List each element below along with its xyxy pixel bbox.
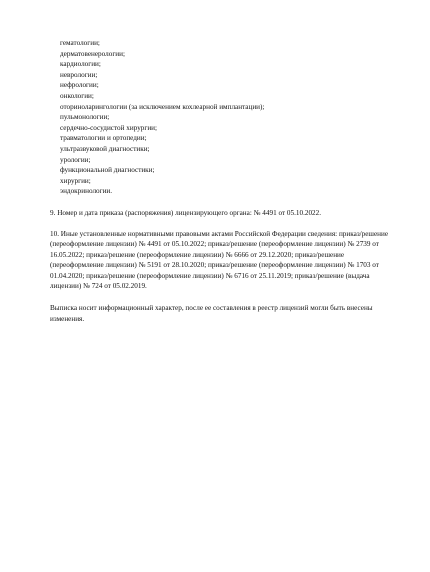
list-item: сердечно-сосудистой хирургии; [60, 123, 158, 132]
list-item: гематологии; [60, 39, 100, 47]
list-item: пульмонологии; [60, 113, 110, 122]
other-info-paragraph: 10. Иные установленные нормативными правовыми актами Российской Федерации сведения: приказ/решение (переоформление лицензии) № 4491 от 05.10.2022; приказ/решение (переоформление лицензии) № 2739 от 16.05.2022; приказ/решение (переоформление лицензии) № 6666 от 29.12.2020; приказ/решение (переоформление лицензии) № 5191 от 28.10.2020; приказ/решение (переоформление лицензии) № 1703 от 01.04.2020; приказ/решение (переоформление лицензии) № 6716 от 25.11.2019; приказ/решение (выдача лицензии) № 724 от 05.02.2019. [50, 229, 389, 291]
list-item: кардиологии; [60, 60, 101, 69]
list-item: урологии; [60, 155, 91, 164]
list-item: нефрологии; [60, 81, 99, 90]
order-number-paragraph: 9. Номер и дата приказа (распоряжения) лицензирующего органа: № 4491 от 05.10.2022. [50, 208, 322, 217]
list-item: ультразвуковой диагностики; [60, 144, 150, 153]
list-item: функциональной диагностики; [60, 166, 155, 175]
disclaimer-paragraph: Выписка носит информационный характер, после ее составления в реестр лицензий могли быть внесены изменения. [50, 304, 373, 323]
list-item: неврологии; [60, 70, 98, 79]
list-item: оториноларингологии (за исключением кохлеарной имплантации); [60, 102, 265, 111]
document-page [50, 38, 390, 324]
list-item: эндокринологии. [60, 187, 113, 196]
list-item: онкологии; [60, 91, 94, 100]
list-item: дерматовенерологии; [60, 49, 125, 58]
list-item: травматологии и ортопедии; [60, 134, 147, 143]
list-item: хирургии; [60, 176, 91, 185]
specialty-list [60, 38, 390, 197]
